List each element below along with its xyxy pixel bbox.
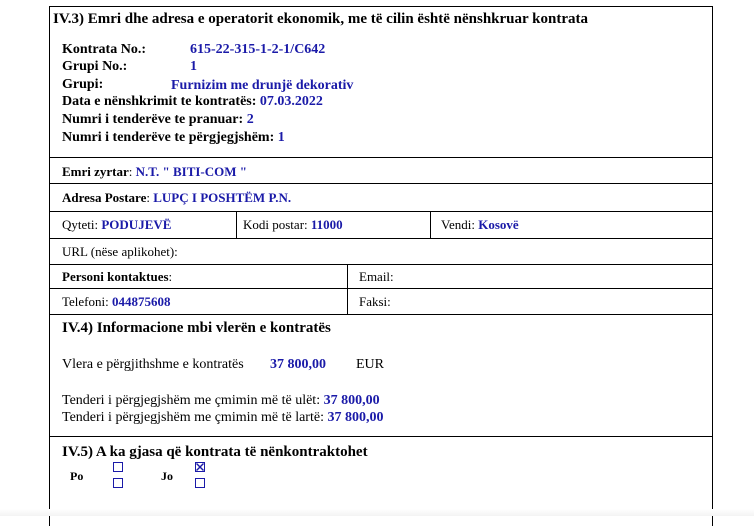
official-name-value: N.T. " BITI-COM " xyxy=(135,164,247,179)
divider-postal-country xyxy=(430,211,431,238)
address-label: Adresa Postare xyxy=(62,190,147,205)
page-bottom-edge xyxy=(0,509,754,516)
country-cell xyxy=(441,217,519,233)
yes-checkbox[interactable] xyxy=(113,478,123,488)
rule-url xyxy=(50,238,712,239)
official-name-row: Emri zyrtar: N.T. " BITI-COM " xyxy=(62,164,247,179)
no-checkbox[interactable] xyxy=(195,478,205,488)
group-no-value: 1 xyxy=(190,59,197,74)
section-iv5-title: IV.5) A ka gjasa që kontrata të nënkontraktohet xyxy=(62,444,368,460)
section-iv3-title: IV.3) Emri dhe adresa e operatorit ekonomik, me të cilin është nënshkruar kontrata xyxy=(53,11,588,27)
postal-value: 11000 xyxy=(310,217,343,232)
rule-phone xyxy=(50,288,712,289)
city-label: Qyteti: xyxy=(62,217,99,232)
postal-cell xyxy=(243,217,343,233)
lowest-row xyxy=(62,393,380,409)
country-value: Kosovë xyxy=(478,217,519,232)
country-label: Vendi: xyxy=(441,217,475,232)
rule-top xyxy=(50,6,712,7)
checkmark-x-icon xyxy=(196,463,204,471)
total-value: 37 800,00 xyxy=(270,357,326,372)
highest-label: Tenderi i përgjegjshëm me çmimin më të lartë: xyxy=(62,410,324,425)
contact-label: Personi kontaktues xyxy=(62,269,169,284)
sign-date-row xyxy=(62,94,323,110)
highest-row xyxy=(62,410,383,426)
city-value: PODUJEVË xyxy=(101,217,172,232)
group-value: Furnizim me drunjë dekorativ xyxy=(171,78,354,93)
responsive-value: 1 xyxy=(277,130,285,145)
yes-label: Po xyxy=(70,469,84,483)
yes-checkbox-top[interactable] xyxy=(113,462,123,472)
received-value: 2 xyxy=(246,112,254,127)
phone-cell xyxy=(62,294,171,310)
rule-contact xyxy=(50,264,712,265)
official-name-label: Emri zyrtar xyxy=(62,164,129,179)
received-row xyxy=(62,112,254,128)
divider-city-postal xyxy=(236,211,237,238)
contract-no-label: Kontrata No.: xyxy=(62,42,146,57)
no-checkbox-checked[interactable] xyxy=(195,462,205,472)
responsive-row xyxy=(62,130,285,146)
rule-s4 xyxy=(50,314,712,315)
postal-label: Kodi postar: xyxy=(243,217,308,232)
city-cell xyxy=(62,217,171,233)
contact-cell: Personi kontaktues: xyxy=(62,269,173,284)
rule-address xyxy=(50,183,712,184)
url-label: URL (nëse aplikohet): xyxy=(62,244,178,259)
rule-official-name xyxy=(50,157,712,158)
group-no-label: Grupi No.: xyxy=(62,59,128,74)
lowest-label: Tenderi i përgjegjshëm me çmimin më të ulët: xyxy=(62,393,321,408)
fax-label: Faksi: xyxy=(359,294,391,309)
section-iv4-title: IV.4) Informacione mbi vlerën e kontratës xyxy=(62,320,331,336)
received-label: Numri i tenderëve te pranuar: xyxy=(62,112,244,127)
divider-contact-email xyxy=(347,264,348,314)
highest-value: 37 800,00 xyxy=(327,410,384,425)
address-value: LUPÇ I POSHTËM P.N. xyxy=(153,190,292,205)
address-row: Adresa Postare: LUPÇ I POSHTËM P.N. xyxy=(62,190,292,205)
contract-award-form xyxy=(49,6,713,526)
rule-s5 xyxy=(50,436,712,437)
rule-city xyxy=(50,211,712,212)
currency: EUR xyxy=(356,357,384,372)
sign-date-value: 07.03.2022 xyxy=(259,94,323,109)
phone-label: Telefoni: xyxy=(62,294,109,309)
phone-value: 044875608 xyxy=(112,294,171,309)
group-label: Grupi: xyxy=(62,77,104,92)
no-label: Jo xyxy=(161,469,173,483)
responsive-label: Numri i tenderëve te përgjegjshëm: xyxy=(62,130,275,145)
sign-date-label: Data e nënshkrimit te kontratës: xyxy=(62,94,257,109)
lowest-value: 37 800,00 xyxy=(323,393,380,408)
total-value-label: Vlera e përgjithshme e kontratës xyxy=(62,357,244,372)
email-label: Email: xyxy=(359,269,394,284)
contract-no-value: 615-22-315-1-2-1/C642 xyxy=(190,42,326,57)
